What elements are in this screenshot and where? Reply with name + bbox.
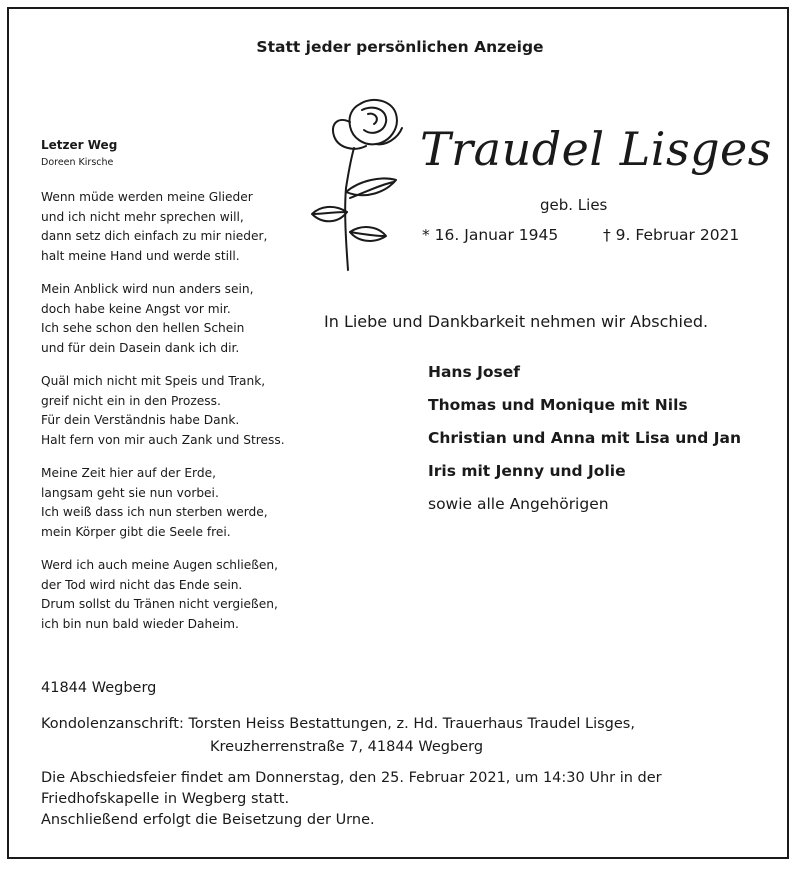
condolence-line-2: Kreuzherrenstraße 7, 41844 Wegberg <box>210 739 484 755</box>
headline: Statt jeder persönlichen Anzeige <box>256 38 544 56</box>
ceremony-info <box>41 768 662 831</box>
poem-line: doch habe keine Angst vor mir. <box>41 301 231 316</box>
poem-line: und ich nicht mehr sprechen will, <box>41 209 244 224</box>
poem-author: Doreen Kirsche <box>41 157 114 168</box>
poem-line: Werd ich auch meine Augen schließen, <box>41 558 278 572</box>
poem-stanza-4 <box>41 464 268 542</box>
poem-line: Für dein Verständnis habe Dank. <box>41 413 240 428</box>
mourner-line: Iris mit Jenny und Jolie <box>428 462 626 480</box>
mourners-list <box>428 356 741 521</box>
rose-icon <box>290 92 415 272</box>
deceased-name: Traudel Lisges <box>420 122 772 176</box>
poem-line: und für dein Dasein dank ich dir. <box>41 340 240 355</box>
poem-line: Meine Zeit hier auf der Erde, <box>41 466 216 480</box>
poem-stanza-1 <box>41 188 267 266</box>
poem-line: Mein Anblick wird nun anders sein, <box>41 282 254 296</box>
poem-line: Quäl mich nicht mit Speis und Trank, <box>41 374 266 388</box>
birth-name: geb. Lies <box>540 196 608 214</box>
ceremony-line: Die Abschiedsfeier findet am Donnerstag, den 25. Februar 2021, um 14:30 Uhr in der <box>41 770 662 786</box>
poem-stanza-2 <box>41 280 254 358</box>
poem-stanza-3 <box>41 372 285 450</box>
poem-line: der Tod wird nicht das Ende sein. <box>41 577 243 592</box>
city-line: 41844 Wegberg <box>41 680 157 696</box>
ceremony-line: Anschließend erfolgt die Beisetzung der Urne. <box>41 812 375 828</box>
poem-line: ich bin nun bald wieder Daheim. <box>41 616 239 631</box>
ceremony-line: Friedhofskapelle in Wegberg statt. <box>41 791 290 807</box>
relatives-line: sowie alle Angehörigen <box>428 495 609 513</box>
poem-line: halt meine Hand und werde still. <box>41 248 240 263</box>
poem-line: langsam geht sie nun vorbei. <box>41 485 219 500</box>
poem-line: Halt fern von mir auch Zank und Stress. <box>41 432 285 447</box>
poem-line: Wenn müde werden meine Glieder <box>41 190 253 204</box>
poem-stanza-5 <box>41 556 278 634</box>
birth-date: * 16. Januar 1945 <box>422 226 559 244</box>
condolence-line-1: Kondolenzanschrift: Torsten Heiss Bestattungen, z. Hd. Trauerhaus Traudel Lisges, <box>41 716 635 732</box>
mourner-line: Hans Josef <box>428 363 520 381</box>
mourner-line: Christian und Anna mit Lisa und Jan <box>428 429 742 447</box>
poem-line: Ich weiß dass ich nun sterben werde, <box>41 505 268 520</box>
poem-line: mein Körper gibt die Seele frei. <box>41 524 231 539</box>
condolence-address <box>41 713 635 759</box>
poem-line: greif nicht ein in den Prozess. <box>41 393 221 408</box>
poem-line: Drum sollst du Tränen nicht vergießen, <box>41 597 278 612</box>
poem-title: Letzer Weg <box>41 138 118 152</box>
farewell-text: In Liebe und Dankbarkeit nehmen wir Abschied. <box>324 312 709 331</box>
mourner-line: Thomas und Monique mit Nils <box>428 396 688 414</box>
poem-line: dann setz dich einfach zu mir nieder, <box>41 229 268 244</box>
poem-line: Ich sehe schon den hellen Schein <box>41 321 245 336</box>
death-date: † 9. Februar 2021 <box>603 226 740 244</box>
